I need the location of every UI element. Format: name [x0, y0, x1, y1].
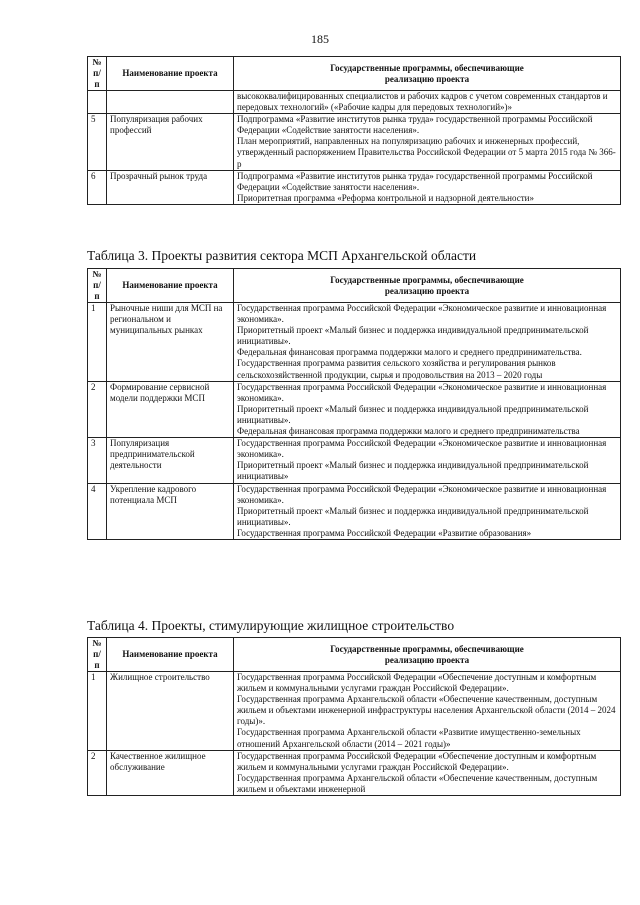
- program-text: Приоритетный проект «Малый бизнес и поддержка индивидуальной предпринимательской инициативы».: [237, 505, 589, 527]
- table-body: [88, 91, 621, 205]
- header-programs: Государственные программы, обеспечивающие реализацию проекта: [234, 269, 621, 303]
- row-number: 1: [88, 672, 107, 751]
- table-caption: Таблица 3. Проекты развития сектора МСП Архангельской области: [87, 248, 477, 263]
- project-name: Укрепление кадрового потенциала МСП: [107, 483, 234, 539]
- project-name: Качественное жилищное обслуживание: [107, 750, 234, 795]
- programs-cell: [234, 303, 621, 382]
- program-text: Государственная программа Российской Федерации «Обеспечение доступным и комфортным жильем и коммунальными услугами граждан Российской Федерации».: [237, 750, 597, 772]
- program-text: Федеральная финансовая программа поддержки малого и среднего предпринимательства: [237, 426, 580, 437]
- row-number: 2: [88, 750, 107, 795]
- table-row: [88, 483, 621, 539]
- header-name: Наименование проекта: [107, 57, 234, 91]
- table-row: [88, 91, 621, 114]
- table-header: [88, 269, 621, 303]
- table-header: [88, 57, 621, 91]
- programs-cell: [234, 170, 621, 204]
- table-row: [88, 750, 621, 795]
- project-name: Прозрачный рынок труда: [107, 170, 234, 204]
- row-number: [88, 91, 107, 114]
- program-text: Государственная программа Российской Федерации «Развитие образования»: [237, 527, 532, 538]
- table-row: [88, 114, 621, 170]
- header-row: [88, 57, 621, 91]
- row-number: 6: [88, 170, 107, 204]
- row-number: 5: [88, 114, 107, 170]
- table-header: [88, 638, 621, 672]
- program-text: Государственная программа Архангельской области «Развитие имущественно-земельных отношений Архангельской области (2014 – 2021 годы)»: [237, 727, 581, 749]
- table-continued: [87, 56, 621, 205]
- row-number: 2: [88, 381, 107, 437]
- project-name: Формирование сервисной модели поддержки МСП: [107, 381, 234, 437]
- table-row: [88, 170, 621, 204]
- row-number: 3: [88, 438, 107, 483]
- header-row: [88, 638, 621, 672]
- program-text: Государственная программа Российской Федерации «Экономическое развитие и инновационная экономика».: [237, 303, 607, 325]
- table-body: [88, 303, 621, 540]
- program-text: План мероприятий, направленных на популяризацию рабочих и инженерных профессий, утвержденный распоряжением Правительства Российской Федерации от 5 марта 2015 года № 366-р: [237, 136, 616, 169]
- table-row: [88, 438, 621, 483]
- table-housing-projects: [87, 637, 621, 796]
- project-name: [107, 91, 234, 114]
- row-number: 1: [88, 303, 107, 382]
- programs-cell: [234, 438, 621, 483]
- program-text: Государственная программа Российской Федерации «Экономическое развитие и инновационная экономика».: [237, 483, 607, 505]
- programs-cell: [234, 381, 621, 437]
- program-text: Федеральная финансовая программа поддержки малого и среднего предпринимательства.: [237, 347, 582, 358]
- header-num: № п/п: [88, 269, 107, 303]
- programs-cell: [234, 91, 621, 114]
- header-num: № п/п: [88, 57, 107, 91]
- programs-cell: [234, 672, 621, 751]
- programs-cell: [234, 750, 621, 795]
- project-name: Рыночные ниши для МСП на региональном и муниципальных рынках: [107, 303, 234, 382]
- header-num: № п/п: [88, 638, 107, 672]
- program-text: Государственная программа Российской Федерации «Обеспечение доступным и комфортным жильем и коммунальными услугами граждан Российской Федерации».: [237, 672, 597, 694]
- header-name: Наименование проекта: [107, 269, 234, 303]
- program-text: Приоритетный проект «Малый бизнес и поддержка индивидуальной предпринимательской инициативы».: [237, 325, 589, 347]
- program-text: Подпрограмма «Развитие институтов рынка труда» государственной программы Российской Федерации «Содействие занятости населения».: [237, 114, 593, 136]
- program-text: Приоритетный проект «Малый бизнес и поддержка индивидуальной предпринимательской инициативы»: [237, 460, 589, 482]
- program-text: Государственная программа развития сельского хозяйства и регулирования рынков сельскохозяйственной продукции, сырья и продовольствия на 2013 – 2020 годы: [237, 358, 556, 380]
- header-programs: Государственные программы, обеспечивающие реализацию проекта: [234, 57, 621, 91]
- program-text: Приоритетный проект «Малый бизнес и поддержка индивидуальной предпринимательской инициативы».: [237, 403, 589, 425]
- table-row: [88, 303, 621, 382]
- program-text: Государственная программа Архангельской области «Обеспечение качественным, доступным жильем и объектами инженерной: [237, 772, 598, 794]
- program-text: Подпрограмма «Развитие институтов рынка труда» государственной программы Российской Федерации «Содействие занятости населения».: [237, 170, 593, 192]
- program-text: Государственная программа Российской Федерации «Экономическое развитие и инновационная экономика».: [237, 438, 607, 460]
- table-row: [88, 672, 621, 751]
- program-text: Государственная программа Архангельской области «Обеспечение качественным, доступным жильем и объектами инженерной инфраструктуры населения Архангельской области (2014 – 2024 годы)».: [237, 694, 616, 727]
- project-name: Жилищное строительство: [107, 672, 234, 751]
- table-body: [88, 672, 621, 796]
- row-number: 4: [88, 483, 107, 539]
- header-programs: Государственные программы, обеспечивающие реализацию проекта: [234, 638, 621, 672]
- header-name: Наименование проекта: [107, 638, 234, 672]
- table-row: [88, 381, 621, 437]
- programs-cell: [234, 114, 621, 170]
- header-row: [88, 269, 621, 303]
- program-text: высококвалифицированных специалистов и рабочих кадров с учетом современных стандартов и передовых технологий» («Рабочие кадры для передовых технологий»)»: [237, 91, 608, 113]
- project-name: Популяризация предпринимательской деятельности: [107, 438, 234, 483]
- program-text: Приоритетная программа «Реформа контрольной и надзорной деятельности»: [237, 192, 534, 203]
- table-caption: Таблица 4. Проекты, стимулирующие жилищное строительство: [87, 618, 455, 633]
- programs-cell: [234, 483, 621, 539]
- program-text: Государственная программа Российской Федерации «Экономическое развитие и инновационная экономика».: [237, 381, 607, 403]
- table-msp-projects: [87, 268, 621, 540]
- page-number: 185: [311, 32, 329, 46]
- project-name: Популяризация рабочих профессий: [107, 114, 234, 170]
